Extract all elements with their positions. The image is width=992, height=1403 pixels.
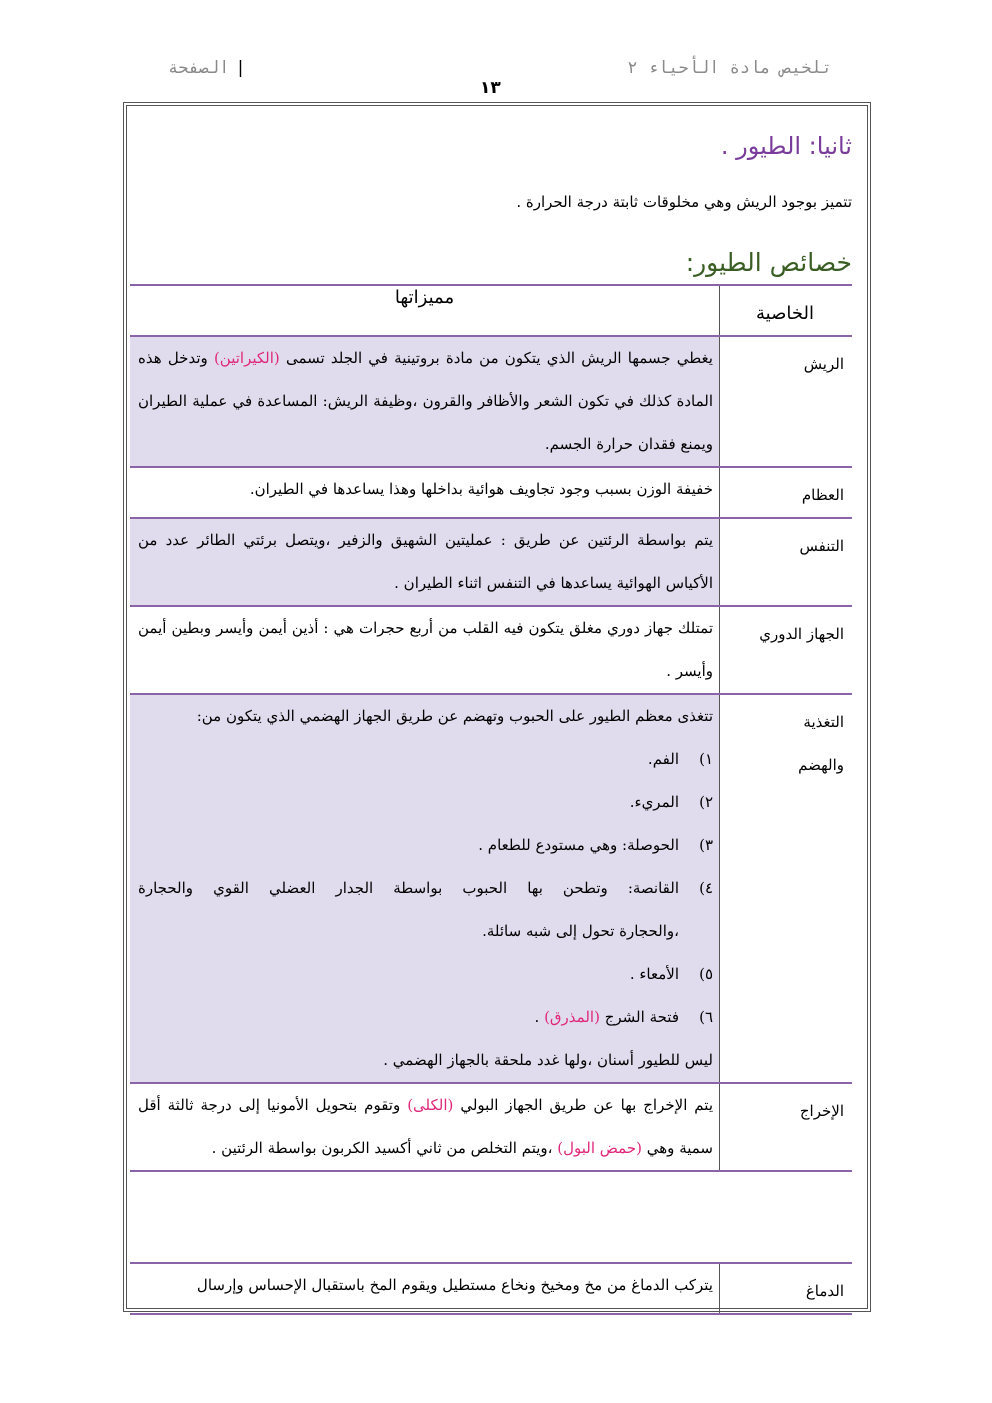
table-blank-row bbox=[130, 1171, 852, 1263]
list-number: ٤) bbox=[699, 879, 713, 897]
excretion-text-2: وتقوم بتحويل الأمونيا إلى درجة ثالثة أقل سمية وهي bbox=[138, 1096, 713, 1157]
blank-cell bbox=[720, 1171, 853, 1263]
list-number: ٣) bbox=[699, 836, 713, 854]
bird-properties-table bbox=[130, 284, 852, 1315]
property-cell: العظام bbox=[720, 467, 853, 518]
list-text: الفم. bbox=[647, 750, 679, 768]
list-text: فتحة الشرج bbox=[604, 1008, 679, 1026]
features-cell: يتركب الدماغ من مخ ومخيخ ونخاع مستطيل ويقوم المخ باستقبال الإحساس وإرسال bbox=[130, 1263, 720, 1314]
list-text: الأمعاء . bbox=[629, 965, 679, 983]
list-text-end: . bbox=[534, 1008, 540, 1026]
list-text: الحوصلة: وهي مستودع للطعام . bbox=[478, 836, 679, 854]
property-cell: الإخراج bbox=[720, 1083, 853, 1171]
page-number: ١٣ bbox=[480, 78, 501, 98]
digestion-note: ليس للطيور أسنان ،ولها غدد ملحقة بالجهاز الهضمي . bbox=[383, 1051, 713, 1069]
features-cell bbox=[130, 1083, 720, 1171]
column-header-property: الخاصية bbox=[720, 285, 853, 336]
keratin-term: (الكيراتين) bbox=[213, 349, 280, 367]
table-row-respiration bbox=[130, 518, 852, 606]
features-cell: خفيفة الوزن بسبب وجود تجاويف هوائية بداخلها وهذا يساعدها في الطيران. bbox=[130, 467, 720, 518]
list-item bbox=[138, 824, 713, 867]
property-cell: الريش bbox=[720, 336, 853, 467]
property-line-1: التغذية bbox=[803, 713, 844, 731]
feathers-text-2: وتدخل هذه المادة كذلك في تكون الشعر والأظافر والقرون ،وظيفة الريش: المساعدة في عملية الطيران ويمنع فقدان حرارة الجسم. bbox=[138, 349, 713, 453]
list-number: ٦) bbox=[699, 1008, 713, 1026]
separator-bar: | bbox=[235, 58, 246, 78]
kidneys-term: (الكلى) bbox=[407, 1096, 454, 1114]
list-item bbox=[138, 996, 713, 1039]
list-item bbox=[138, 781, 713, 824]
table-header-row bbox=[130, 285, 852, 336]
page-label bbox=[168, 58, 246, 78]
table-row-excretion bbox=[130, 1083, 852, 1171]
list-number: ٥) bbox=[699, 965, 713, 983]
list-item bbox=[138, 738, 713, 781]
excretion-text-3: ،ويتم التخلص من ثاني أكسيد الكربون بواسطة الرئتين . bbox=[211, 1139, 553, 1157]
features-cell bbox=[130, 694, 720, 1083]
uric-acid-term: (حمض البول) bbox=[557, 1139, 642, 1157]
list-number: ٢) bbox=[699, 793, 713, 811]
feathers-text-1: يغطي جسمها الريش الذي يتكون من مادة بروتينية في الجلد تسمى bbox=[285, 349, 713, 367]
table-row-brain bbox=[130, 1263, 852, 1314]
document-title: تلخيص مادة الأحياء ٢ bbox=[627, 58, 832, 78]
list-item bbox=[138, 867, 713, 910]
property-cell bbox=[720, 694, 853, 1083]
list-number: ١) bbox=[699, 750, 713, 768]
property-cell: الدماغ bbox=[720, 1263, 853, 1314]
features-cell: تمتلك جهاز دوري مغلق يتكون فيه القلب من أربع حجرات هي : أذين أيمن وأيسر وبطين أيمن وأيسر . bbox=[130, 606, 720, 694]
table-row-digestion bbox=[130, 694, 852, 1083]
table-row-bones bbox=[130, 467, 852, 518]
list-text: القانصة: وتطحن بها الحبوب بواسطة الجدار العضلي القوي والحجارة bbox=[138, 879, 679, 897]
excretion-text-1: يتم الإخراج بها عن طريق الجهاز البولي bbox=[460, 1096, 713, 1114]
table-title: خصائص الطيور: bbox=[685, 248, 852, 277]
blank-cell bbox=[130, 1171, 720, 1263]
section-title: ثانيا: الطيور . bbox=[720, 132, 852, 160]
table-row-circulatory bbox=[130, 606, 852, 694]
page-label-text: الصفحة bbox=[168, 58, 230, 78]
property-line-2: والهضم bbox=[798, 756, 844, 774]
cloaca-term: (المذرق) bbox=[544, 1008, 600, 1026]
list-item-continuation: ،والحجارة تحول إلى شبه سائلة. bbox=[482, 922, 679, 940]
list-text: المريء. bbox=[629, 793, 679, 811]
list-item bbox=[138, 953, 713, 996]
section-intro: تتميز بوجود الريش وهي مخلوقات ثابتة درجة الحرارة . bbox=[516, 193, 852, 211]
digestion-intro: تتغذى معظم الطيور على الحبوب وتهضم عن طريق الجهاز الهضمي الذي يتكون من: bbox=[196, 707, 713, 725]
table-row-feathers bbox=[130, 336, 852, 467]
property-cell: التنفس bbox=[720, 518, 853, 606]
features-cell bbox=[130, 336, 720, 467]
features-cell: يتم بواسطة الرئتين عن طريق : عمليتين الشهيق والزفير ،ويتصل برئتي الطائر عدد من الأكياس الهوائية يساعدها في التنفس اثناء الطيران . bbox=[130, 518, 720, 606]
column-header-features: مميزاتها bbox=[130, 285, 720, 336]
property-cell: الجهاز الدوري bbox=[720, 606, 853, 694]
